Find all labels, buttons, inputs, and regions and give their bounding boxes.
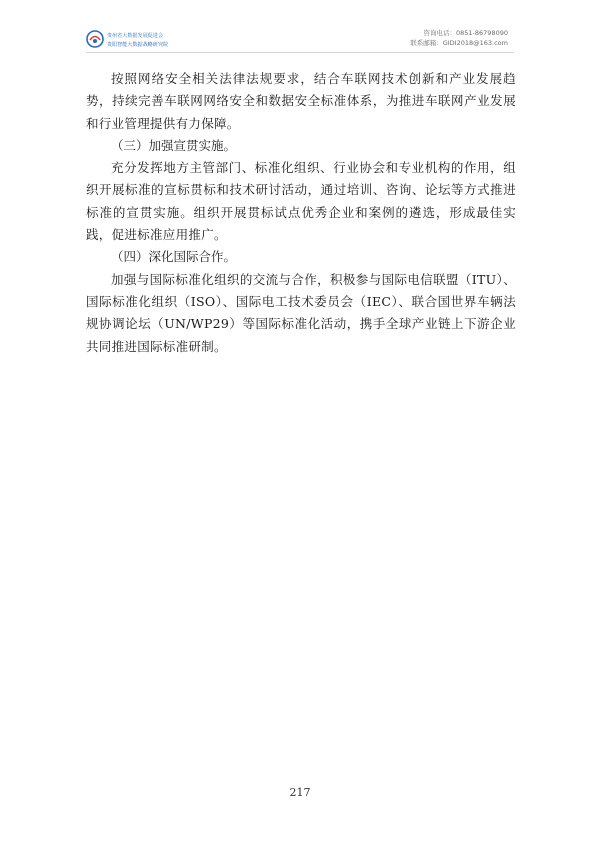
header-divider	[86, 52, 514, 53]
section-heading-3: （三）加强宣贯实施。	[111, 137, 237, 153]
organization-logo	[86, 28, 206, 50]
paragraph-international-cooperation: 加强与国际标准化组织的交流与合作，积极参与国际电信联盟（ITU）、国际标准化组织（ISO）、国际电工技术委员会（IEC）、联合国世界车辆法规协调论坛（UN/WP29）等国际标准化活动，携手全球产业链上下游企业共同推进国际标准研制。	[86, 271, 516, 354]
logo-org-name-1: 贵州省大数据发展促进会	[107, 33, 164, 39]
contact-info	[410, 28, 508, 48]
contact-email: 联系邮箱：GIDI2018@163.com	[410, 39, 508, 47]
paragraph-implementation: 充分发挥地方主管部门、标准化组织、行业协会和专业机构的作用，组织开展标准的宣标贯标和技术研讨活动，通过培训、咨询、论坛等方式推进标准的宣贯实施。组织开展贯标试点优秀企业和案例的遴选，形成最佳实践，促进标准应用推广。	[86, 160, 516, 243]
contact-phone: 咨询电话：0851-86798090	[423, 29, 508, 37]
section-heading-4: （四）深化国际合作。	[111, 249, 237, 265]
page-number: 217	[289, 786, 311, 799]
page-body	[86, 68, 516, 358]
logo-mark-icon	[86, 30, 104, 48]
paragraph-standards-security: 按照网络安全相关法律法规要求，结合车联网技术创新和产业发展趋势，持续完善车联网网络安全和数据安全标准体系，为推进车联网产业发展和行业管理提供有力保障。	[86, 71, 516, 131]
page-header	[0, 0, 600, 56]
logo-org-name-2: 贵阳智能大数据战略研究院	[107, 42, 169, 48]
